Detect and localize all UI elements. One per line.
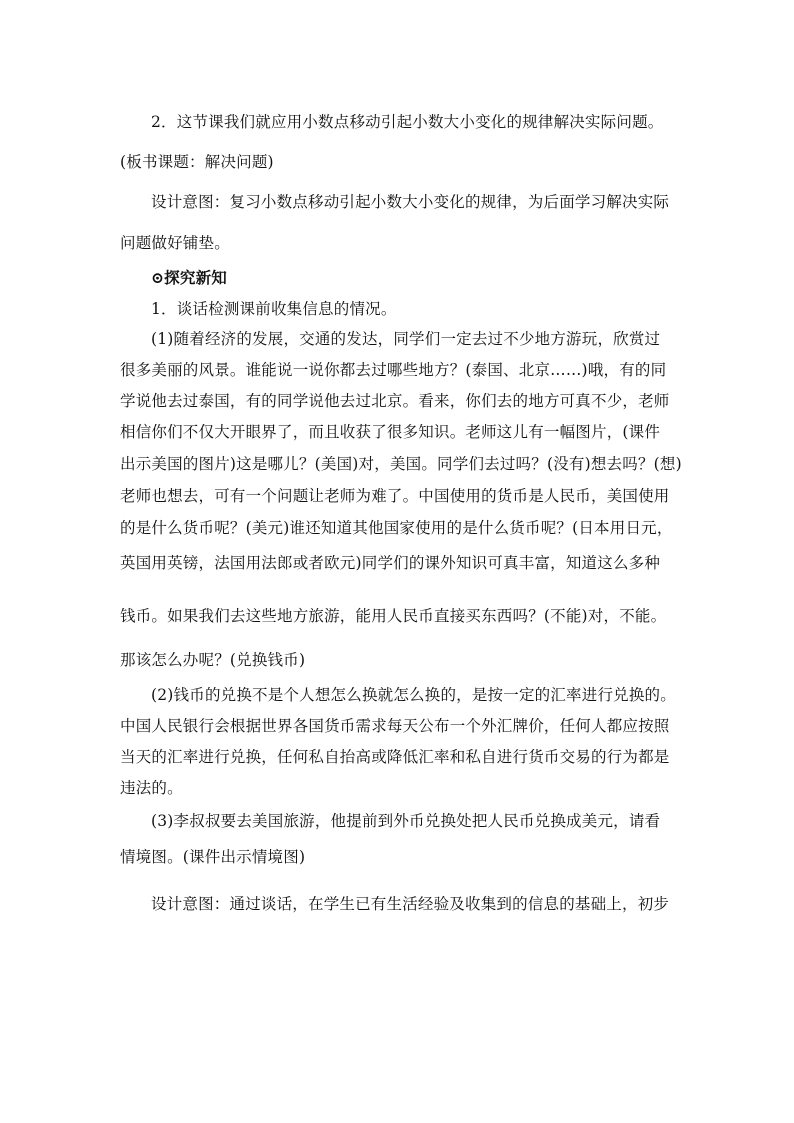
text-line: 出示美国的图片)这是哪儿？(美国)对，美国。同学们去过吗？(没有)想去吗？(想) [120,455,682,473]
text-line: 设计意图：通过谈话，在学生已有生活经验及收集到的信息的基础上，初步 [151,895,670,913]
text-line: 问题做好铺垫。 [120,234,230,252]
text-line: 情境图。(课件出示情境图) [120,848,306,866]
text-line: 很多美丽的风景。谁能说一说你都去过哪些地方？(泰国、北京……)哦，有的同 [120,361,667,379]
text-line: (3)李叔叔要去美国旅游，他提前到外币兑换处把人民币兑换成美元，请看 [151,812,661,830]
text-line: (1)随着经济的发展，交通的发达，同学们一定去过不少地方游玩，欣赏过 [151,330,661,348]
text-line: 学说他去过泰国，有的同学说他去过北京。看来，你们去的地方可真不少，老师 [120,392,670,410]
text-line: 2．这节课我们就应用小数点移动引起小数大小变化的规律解决实际问题。 [151,113,664,131]
text-line: (2)钱币的兑换不是个人想怎么换就怎么换的，是按一定的汇率进行兑换的。 [151,686,676,704]
text-line: 设计意图：复习小数点移动引起小数大小变化的规律，为后面学习解决实际 [151,193,670,211]
text-line: 相信你们不仅大开眼界了，而且收获了很多知识。老师这儿有一幅图片，(课件 [120,423,661,441]
text-line: 当天的汇率进行兑换，任何私自抬高或降低汇率和私自进行货币交易的行为都是 [120,748,670,766]
text-line: (板书课题：解决问题) [120,153,274,171]
text-line: 违法的。 [120,779,183,797]
text-line: 钱币。如果我们去这些地方旅游，能用人民币直接买东西吗？(不能)对，不能。 [120,607,667,625]
text-line: 中国人民银行会根据世界各国货币需求每天公布一个外汇牌价，任何人都应按照 [120,717,670,735]
text-line: 1．谈话检测课前收集信息的情况。 [151,300,397,318]
text-line: 老师也想去，可有一个问题让老师为难了。中国使用的货币是人民币，美国使用 [120,487,670,505]
text-line: 的是什么货币呢？(美元)谁还知道其他国家使用的是什么货币呢？(日本用日元， [120,519,673,537]
text-line: 英国用英镑，法国用法郎或者欧元)同学们的课外知识可真丰富，知道这么多种 [120,554,661,572]
text-line: 那该怎么办呢？(兑换钱币) [120,651,306,669]
section-heading: ⊙探究新知 [151,268,227,287]
